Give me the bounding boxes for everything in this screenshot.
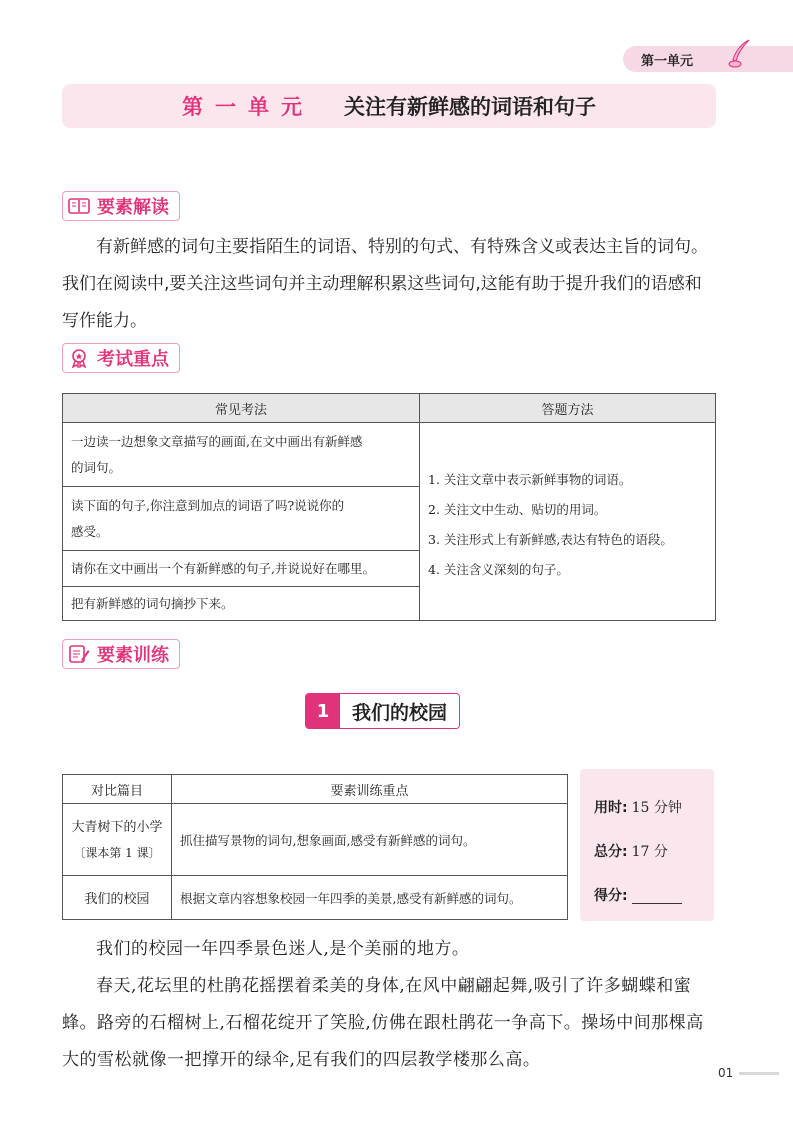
score-got: 得分: (594, 885, 714, 929)
table-cell-focus: 根据文章内容想象校园一年四季的美景,感受有新鲜感的词句。 (172, 876, 568, 920)
unit-title-bar (62, 84, 716, 128)
section-label-training (62, 639, 180, 669)
quill-icon (727, 38, 753, 68)
passage-paragraph: 我们的校园一年四季景色迷人,是个美丽的地方。 (96, 939, 470, 959)
table-cell-question: 把有新鲜感的词句摘抄下来。 (63, 587, 420, 621)
medal-icon (67, 348, 91, 368)
score-time: 用时: 15 分钟 (594, 800, 682, 816)
table-cell-question: 请你在文中画出一个有新鲜感的句子,并说说好在哪里。 (63, 551, 420, 587)
score-total: 总分: 17 分 (594, 844, 668, 860)
lesson-number: 1 (306, 694, 340, 728)
table-cell-question: 读下面的句子,你注意到加点的词语了吗?说说你的 感受。 (63, 487, 420, 551)
unit-tab-label: 第一单元 (641, 53, 694, 69)
section-title: 要素训练 (97, 645, 169, 666)
table-cell-methods (420, 423, 716, 621)
table-cell-title: 大青树下的小学 〔课本第 1 课〕 (63, 804, 172, 876)
method-item: 3. 关注形式上有新鲜感,表达有特色的语段。 (428, 531, 673, 547)
method-item: 1. 关注文章中表示新鲜事物的词语。 (428, 471, 632, 487)
reading-passage (62, 931, 716, 1079)
table-header: 常见考法 (63, 394, 420, 423)
table-header: 答题方法 (420, 394, 716, 423)
lesson-name: 我们的校园 (340, 694, 459, 728)
section-label-interpret (62, 191, 180, 221)
score-blank-line[interactable] (632, 885, 682, 904)
interpret-text: 有新鲜感的词句主要指陌生的词语、特别的句式、有特殊含义或表达主旨的词句。我们在阅读中,要关注这些词句并主动理解积累这些词句,这能有助于提升我们的语感和写作能力。 (62, 237, 708, 331)
unit-name: 第一单元 (182, 95, 314, 119)
interpret-paragraph (62, 229, 716, 340)
section-label-exam (62, 343, 180, 373)
table-header: 对比篇目 (63, 775, 172, 804)
table-cell-title: 我们的校园 (63, 876, 172, 920)
section-title: 考试重点 (97, 349, 169, 370)
open-book-icon (67, 196, 91, 216)
lesson-title-badge (305, 693, 460, 729)
compare-table (62, 774, 568, 920)
section-title: 要素解读 (97, 197, 169, 218)
unit-tab (623, 46, 793, 72)
method-item: 4. 关注含义深刻的句子。 (428, 561, 569, 577)
table-cell-focus: 抓住描写景物的词句,想象画面,感受有新鲜感的词句。 (172, 804, 568, 876)
table-cell-question: 一边读一边想象文章描写的画面,在文中画出有新鲜感 的词句。 (63, 423, 420, 487)
exam-focus-table (62, 393, 716, 621)
notepad-pencil-icon (67, 644, 91, 664)
page-bar (739, 1072, 779, 1075)
score-box (580, 769, 714, 921)
unit-topic: 关注有新鲜感的词语和句子 (344, 95, 596, 119)
method-item: 2. 关注文中生动、贴切的用词。 (428, 501, 607, 517)
page-number: 01 (718, 1066, 779, 1080)
table-header: 要素训练重点 (172, 775, 568, 804)
passage-paragraph: 春天,花坛里的杜鹃花摇摆着柔美的身体,在风中翩翩起舞,吸引了许多蝴蝶和蜜蜂。路旁的石榴树上,石榴花绽开了笑脸,仿佛在跟杜鹃花一争高下。操场中间那棵高大的雪松就像一把撑开的绿伞,足有我们的四层教学楼那么高。 (62, 976, 704, 1070)
